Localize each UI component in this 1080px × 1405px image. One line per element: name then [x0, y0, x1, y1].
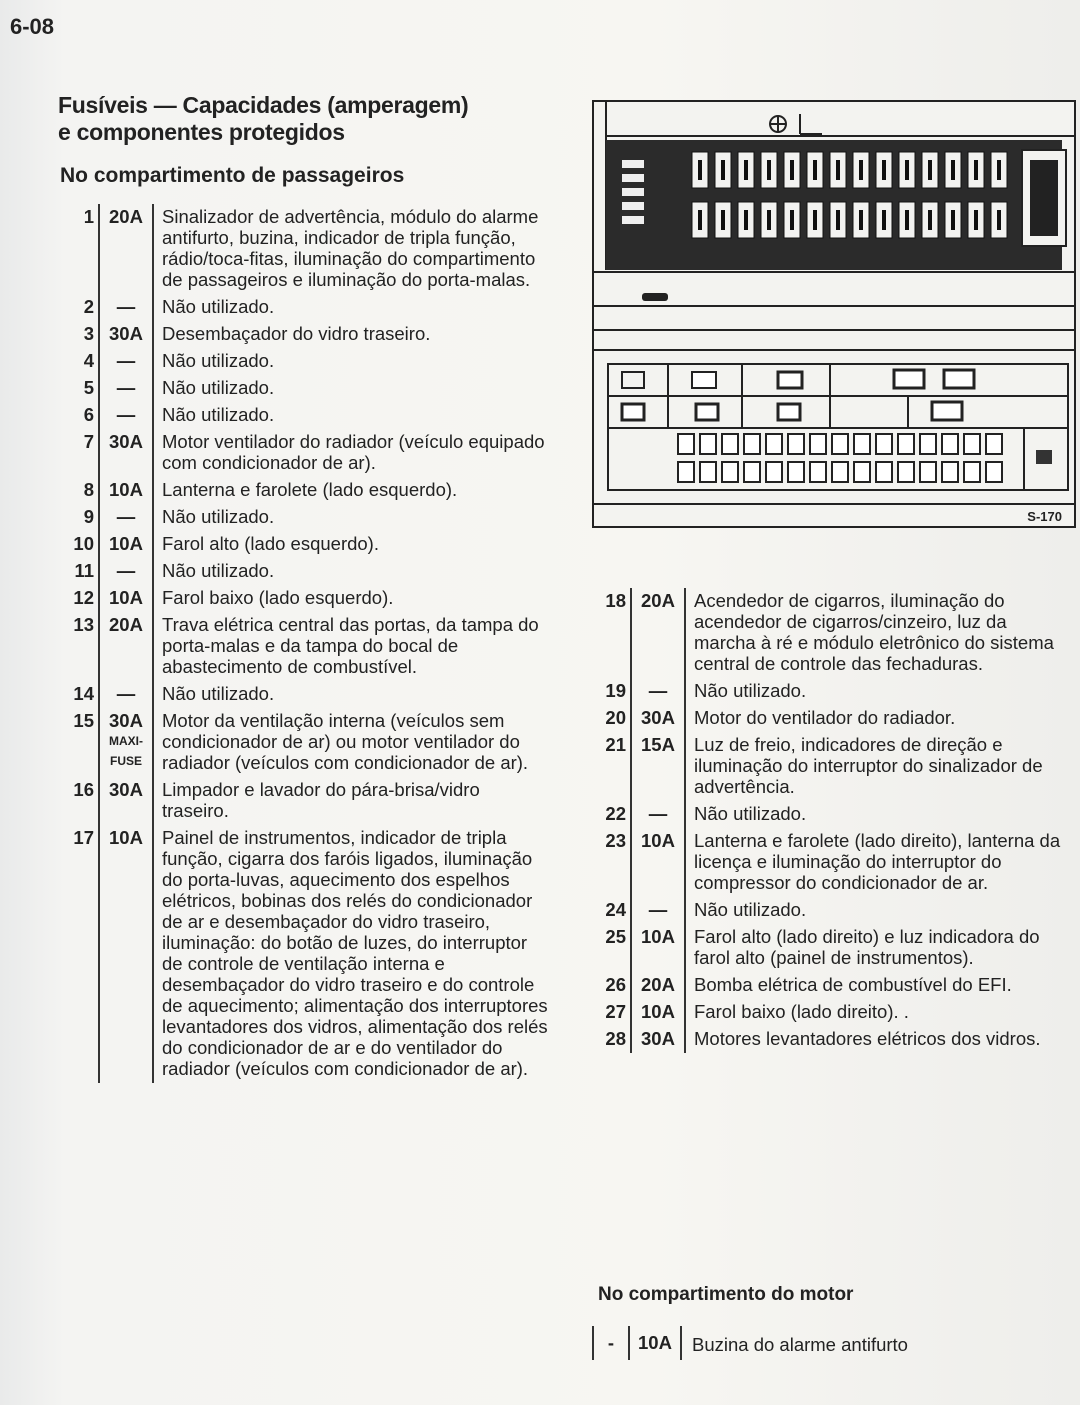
mini-fuse — [744, 462, 760, 482]
fuse-number: 1 — [56, 204, 99, 294]
fuse-box-drawing — [592, 100, 1076, 528]
fuse-amperage — [631, 678, 685, 705]
mini-fuse — [986, 462, 1002, 482]
fuse-amperage-value: 10A — [641, 830, 675, 851]
fuse-row — [56, 348, 552, 375]
fuse-amperage-value: — — [116, 377, 136, 398]
fuse-amperage — [99, 585, 153, 612]
fuse-slot-contact — [997, 210, 1001, 230]
fuse-amperage-value: — — [648, 899, 668, 920]
fuse-row — [56, 294, 552, 321]
fuse-description: Não utilizado. — [162, 560, 275, 581]
fuse-row — [56, 825, 552, 1083]
fuse-description: Lanterna e farolete (lado esquerdo). — [162, 479, 458, 500]
fuse-slot-contact — [698, 210, 702, 230]
fuse-slot-contact — [744, 160, 748, 180]
fuse-description: Limpador e lavador do pára-brisa/vidro traseiro. — [162, 779, 480, 821]
fuse-number: 9 — [56, 504, 99, 531]
fuse-amperage-value: — — [116, 296, 136, 317]
fuse-row — [598, 588, 1074, 678]
fuse-description: Motor da ventilação interna (veículos sem condicionador de ar) ou motor ventilador do radiador (veículos com condicionador de ar). — [162, 710, 529, 773]
mini-fuse — [986, 434, 1002, 454]
fuse-slot-contact — [905, 160, 909, 180]
engine-fuse-amperage: 10A — [630, 1326, 682, 1360]
fuse-table-left — [56, 204, 552, 1083]
mini-fuse — [876, 434, 892, 454]
fuse-description: Bomba elétrica de combustível do EFI. — [694, 974, 1012, 995]
fuse-description: Trava elétrica central das portas, da tampa do porta-malas e da tampa do bocal de abastecimento de combustível. — [162, 614, 539, 677]
connector-pin — [622, 188, 644, 196]
fuse-amperage-value: 10A — [109, 533, 143, 554]
fuse-slot-contact — [813, 210, 817, 230]
fuse-amperage — [99, 402, 153, 429]
connector-pin — [622, 216, 644, 224]
mini-fuse — [964, 462, 980, 482]
fuse-number: 3 — [56, 321, 99, 348]
fuse-amperage — [99, 204, 153, 294]
fuse-number: 21 — [598, 732, 631, 801]
connector-pin — [622, 174, 644, 182]
fuse-number: 24 — [598, 897, 631, 924]
fuse-row — [598, 732, 1074, 801]
fuse-slot-contact — [790, 210, 794, 230]
fuse-slot-contact — [997, 160, 1001, 180]
mini-fuse — [920, 462, 936, 482]
fuse-slot-contact — [928, 210, 932, 230]
mini-fuse — [832, 434, 848, 454]
fuse-amperage — [99, 504, 153, 531]
engine-fuse-row — [592, 1326, 918, 1364]
fuse-slot-contact — [790, 160, 794, 180]
fuse-amperage-value: — — [116, 683, 136, 704]
fuse-number: 22 — [598, 801, 631, 828]
mini-fuse — [678, 462, 694, 482]
fuse-amperage — [99, 429, 153, 477]
fuse-slot-contact — [882, 210, 886, 230]
mini-fuse — [678, 434, 694, 454]
fuse-amperage — [631, 732, 685, 801]
fuse-row — [56, 429, 552, 477]
fuse-row — [598, 678, 1074, 705]
connector-pin — [622, 202, 644, 210]
fuse-description: Painel de instrumentos, indicador de tripla função, cigarra dos faróis ligados, iluminação do porta-luvas, aquecimento dos espelhos elétricos, bobinas dos relés do condicionador de ar e desembaçador do vidro traseiro, iluminação: do botão de luzes, do interruptor de controle de ventilação interna e desembaçador do vidro traseiro e do controle de aquecimento; alimentação dos interruptores levantadores dos vidros, alimentação dos relés do condicionador de ar e do ventilador do radiador (veículos com condicionador de ar). — [162, 827, 548, 1079]
fuse-amperage-value: — — [648, 803, 668, 824]
fuse-row — [56, 531, 552, 558]
engine-fuse-number: - — [592, 1326, 630, 1360]
fuse-amperage-value: 10A — [109, 827, 143, 848]
fuse-number: 2 — [56, 294, 99, 321]
fuse-slot-contact — [928, 160, 932, 180]
fuse-row — [598, 924, 1074, 972]
mini-fuse — [744, 434, 760, 454]
fuse-slot-contact — [698, 160, 702, 180]
fuse-number: 14 — [56, 681, 99, 708]
fuse-amperage-value: — — [116, 350, 136, 371]
fuse-number: 15 — [56, 708, 99, 777]
fuse-amperage-value: 20A — [641, 974, 675, 995]
fuse-number: 20 — [598, 705, 631, 732]
fuse-number: 26 — [598, 972, 631, 999]
fuse-amperage-value: 30A — [109, 323, 143, 344]
fuse-row — [56, 204, 552, 294]
fuse-amperage-value: — — [116, 506, 136, 527]
fuse-slot-contact — [974, 210, 978, 230]
title-line-1: Fusíveis — Capacidades (amperagem) — [58, 92, 469, 118]
fuse-amperage-value: 30A — [109, 710, 143, 731]
fuse-amperage-value: 10A — [109, 479, 143, 500]
mini-fuse — [942, 434, 958, 454]
fuse-slot-contact — [767, 210, 771, 230]
title-line-2: e componentes protegidos — [58, 119, 345, 145]
mini-fuse — [942, 462, 958, 482]
fuse-amperage — [631, 705, 685, 732]
fuse-row — [598, 705, 1074, 732]
mini-fuse — [722, 434, 738, 454]
engine-compartment-title: No compartimento do motor — [598, 1284, 854, 1305]
fuse-description: Não utilizado. — [162, 377, 275, 398]
fuse-amperage — [99, 294, 153, 321]
fuse-amperage — [99, 558, 153, 585]
fuse-description: Não utilizado. — [694, 680, 807, 701]
fuse-number: 5 — [56, 375, 99, 402]
fuse-row — [598, 828, 1074, 897]
fuse-row — [56, 402, 552, 429]
fuse-amperage — [99, 708, 153, 777]
mini-fuse — [876, 462, 892, 482]
fuse-slot-contact — [951, 160, 955, 180]
fuse-description: Farol alto (lado esquerdo). — [162, 533, 379, 554]
mini-fuse — [700, 462, 716, 482]
fuse-amperage-value: 10A — [641, 926, 675, 947]
fuse-row — [56, 777, 552, 825]
fuse-description: Desembaçador do vidro traseiro. — [162, 323, 431, 344]
fuse-slot-contact — [905, 210, 909, 230]
fuse-description: Luz de freio, indicadores de direção e iluminação do interruptor do sinalizador de advertência. — [694, 734, 1043, 797]
fuse-amperage — [631, 924, 685, 972]
fuse-amperage-value: 30A — [641, 707, 675, 728]
fuse-number: 27 — [598, 999, 631, 1026]
fuse-amperage — [99, 477, 153, 504]
mini-fuse — [788, 462, 804, 482]
fuse-amperage — [631, 801, 685, 828]
fuse-amperage-value: 10A — [641, 1001, 675, 1022]
fuse-description: Farol baixo (lado esquerdo). — [162, 587, 394, 608]
fuse-slot-contact — [721, 210, 725, 230]
fuse-amperage — [631, 588, 685, 678]
fuse-row — [598, 972, 1074, 999]
fuse-slot-contact — [767, 160, 771, 180]
fuse-amperage-value: — — [116, 560, 136, 581]
fuse-amperage — [99, 348, 153, 375]
fuse-box-diagram — [592, 100, 1076, 528]
fuse-amperage — [99, 612, 153, 681]
fuse-description: Não utilizado. — [162, 506, 275, 527]
mini-fuse — [854, 462, 870, 482]
fuse-slot-contact — [951, 210, 955, 230]
fuse-amperage-value: 10A — [109, 587, 143, 608]
fuse-row — [56, 558, 552, 585]
fuse-amperage — [99, 825, 153, 1083]
mini-fuse — [788, 434, 804, 454]
fuse-type-note: MAXI-FUSE — [109, 734, 143, 768]
mini-fuse — [920, 434, 936, 454]
fuse-amperage — [631, 897, 685, 924]
fuse-row — [56, 375, 552, 402]
fuse-amperage-value: 30A — [109, 431, 143, 452]
section-title — [58, 92, 468, 146]
fuse-description: Acendedor de cigarros, iluminação do acendedor de cigarros/cinzeiro, luz da marcha à ré e módulo eletrônico do sistema central de controle das fechaduras. — [694, 590, 1054, 674]
fuse-amperage-value: 20A — [641, 590, 675, 611]
fuse-number: 4 — [56, 348, 99, 375]
mini-fuse — [722, 462, 738, 482]
fuse-amperage — [99, 531, 153, 558]
fuse-amperage — [631, 828, 685, 897]
fuse-description: Não utilizado. — [162, 296, 275, 317]
mini-fuse — [898, 434, 914, 454]
fuse-number: 19 — [598, 678, 631, 705]
fuse-number: 11 — [56, 558, 99, 585]
fuse-description: Não utilizado. — [162, 350, 275, 371]
fuse-row — [56, 612, 552, 681]
fuse-row — [56, 477, 552, 504]
mini-fuse — [854, 434, 870, 454]
fuse-amperage — [631, 1026, 685, 1053]
fuse-amperage-value: — — [648, 680, 668, 701]
fuse-number: 8 — [56, 477, 99, 504]
fuse-description: Farol alto (lado direito) e luz indicadora do farol alto (painel de instrumentos). — [694, 926, 1040, 968]
fuse-description: Não utilizado. — [694, 899, 807, 920]
fuse-description: Não utilizado. — [694, 803, 807, 824]
fuse-number: 17 — [56, 825, 99, 1083]
engine-fuse-description: Buzina do alarme antifurto — [692, 1334, 908, 1355]
fuse-row — [598, 897, 1074, 924]
fuse-description: Motor ventilador do radiador (veículo equipado com condicionador de ar). — [162, 431, 545, 473]
fuse-number: 18 — [598, 588, 631, 678]
fuse-row — [598, 1026, 1074, 1053]
section-subtitle: No compartimento de passageiros — [60, 164, 405, 187]
fuse-amperage — [99, 681, 153, 708]
fuse-number: 7 — [56, 429, 99, 477]
fuse-amperage — [99, 777, 153, 825]
fuse-number: 28 — [598, 1026, 631, 1053]
fuse-description: Motor do ventilador do radiador. — [694, 707, 956, 728]
fuse-description: Farol baixo (lado direito). . — [694, 1001, 909, 1022]
fuse-slot-contact — [744, 210, 748, 230]
fuse-number: 12 — [56, 585, 99, 612]
mini-fuse — [898, 462, 914, 482]
fuse-slot-contact — [721, 160, 725, 180]
fuse-description: Sinalizador de advertência, módulo do alarme antifurto, buzina, indicador de tripla função, rádio/toca-fitas, iluminação do compartimento de passageiros e iluminação do porta-malas. — [162, 206, 539, 290]
fuse-description: Não utilizado. — [162, 683, 275, 704]
fuse-row — [56, 708, 552, 777]
fuse-slot-contact — [882, 160, 886, 180]
mini-fuse — [810, 462, 826, 482]
fuse-slot-contact — [813, 160, 817, 180]
fuse-slot-contact — [859, 160, 863, 180]
fuse-slot-contact — [836, 160, 840, 180]
fuse-description: Motores levantadores elétricos dos vidros. — [694, 1028, 1041, 1049]
mini-fuse — [964, 434, 980, 454]
fuse-number: 25 — [598, 924, 631, 972]
fuse-slot-contact — [859, 210, 863, 230]
fuse-number: 13 — [56, 612, 99, 681]
fuse-description: Não utilizado. — [162, 404, 275, 425]
page-number: 6-08 — [10, 14, 55, 39]
diagram-label: S-170 — [1027, 509, 1062, 524]
fuse-description: Lanterna e farolete (lado direito), lanterna da licença e iluminação do interruptor do compressor do condicionador de ar. — [694, 830, 1061, 893]
fuse-amperage-value: 20A — [109, 614, 143, 635]
fuse-slot-contact — [836, 210, 840, 230]
mini-fuse — [832, 462, 848, 482]
fuse-amperage — [631, 999, 685, 1026]
fuse-number: 16 — [56, 777, 99, 825]
fuse-row — [56, 504, 552, 531]
fuse-amperage — [99, 375, 153, 402]
fuse-amperage-value: 30A — [641, 1028, 675, 1049]
fuse-amperage — [631, 972, 685, 999]
fuse-row — [598, 999, 1074, 1026]
fuse-amperage-value: 15A — [641, 734, 675, 755]
fuse-row — [56, 321, 552, 348]
fuse-table-right — [598, 588, 1074, 1053]
mini-fuse — [766, 462, 782, 482]
connector-pin — [622, 160, 644, 168]
mini-fuse — [700, 434, 716, 454]
fuse-amperage-value: 20A — [109, 206, 143, 227]
fuse-amperage — [99, 321, 153, 348]
fuse-row — [56, 681, 552, 708]
fuse-row — [598, 801, 1074, 828]
fuse-number: 6 — [56, 402, 99, 429]
fuse-slot-contact — [974, 160, 978, 180]
mini-fuse — [810, 434, 826, 454]
fuse-row — [56, 585, 552, 612]
fuse-number: 10 — [56, 531, 99, 558]
mini-fuse — [766, 434, 782, 454]
fuse-number: 23 — [598, 828, 631, 897]
fuse-amperage-value: 30A — [109, 779, 143, 800]
fuse-amperage-value: — — [116, 404, 136, 425]
